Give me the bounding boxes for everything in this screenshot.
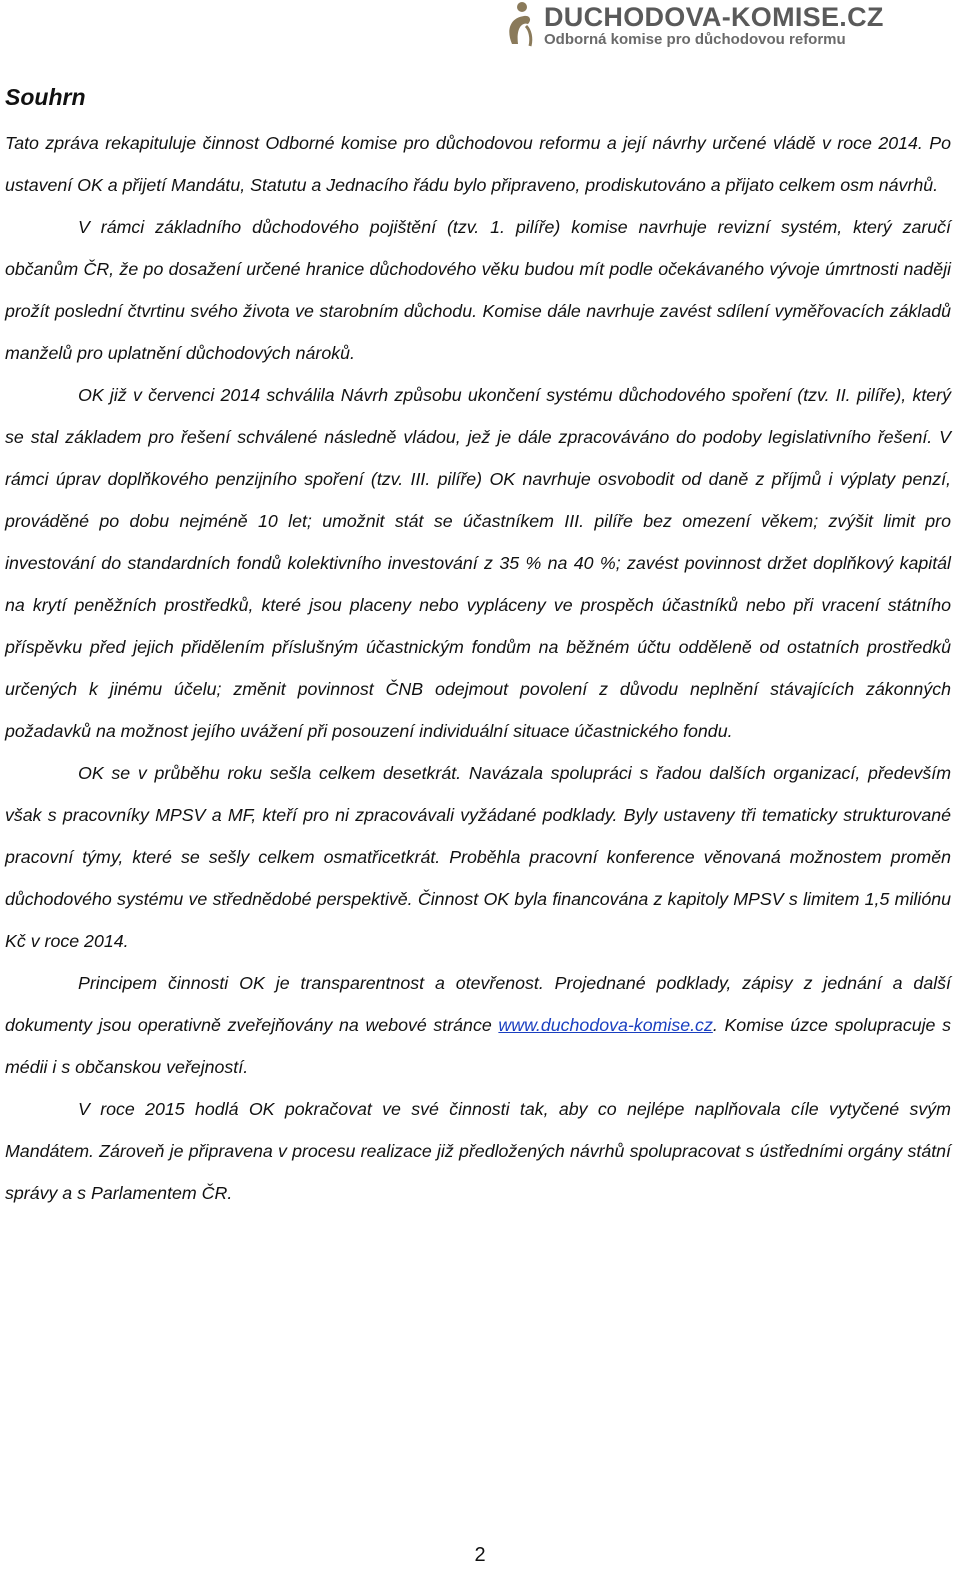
document-body (5, 78, 951, 1214)
paragraph-intro: Tato zpráva rekapituluje činnost Odborné komise pro důchodovou reformu a její návrhy určené vládě v roce 2014. Po ustavení OK a přijetí Mandátu, Statutu a Jednacího řádu bylo připraveno, prodiskutováno a přijato celkem osm návrhů. (5, 133, 951, 195)
paragraph-meetings: OK se v průběhu roku sešla celkem desetkrát. Navázala spolupráci s řadou dalších organizací, především však s pracovníky MPSV a MF, kteří pro ni zpracovávali vyžádané podklady. Byly ustaveny tři tematicky strukturované pracovní týmy, které se sešly celkem osmatřicetkrát. Proběhla pracovní konference věnovaná možnostem proměn důchodového systému ve střednědobé perspektivě. Činnost OK byla financována z kapitoly MPSV s limitem 1,5 miliónu Kč v roce 2014. (5, 763, 951, 951)
page-number: 2 (474, 1544, 486, 1566)
paragraph-first-pillar: V rámci základního důchodového pojištění (tzv. 1. pilíře) komise navrhuje revizní systém, který zaručí občanům ČR, že po dosažení určené hranice důchodového věku budou mít podle očekávaného vývoje úmrtnosti naději prožít poslední čtvrtinu svého života ve starobním důchodu. Komise dále navrhuje zavést sdílení vyměřovacích základů manželů pro uplatnění důchodových nároků. (5, 217, 951, 363)
paragraph-second-third-pillar: OK již v červenci 2014 schválila Návrh způsobu ukončení systému důchodového spoření (tzv. II. pilíře), který se stal základem pro řešení schválené následně vládou, jež je dále zpracováváno do podoby legislativního řešení. V rámci úprav doplňkového penzijního spoření (tzv. III. pilíře) OK navrhuje osvobodit od daně z příjmů i výplaty penzí, prováděné po dobu nejméně 10 let; umožnit stát se účastníkem III. pilíře bez omezení věkem; zvýšit limit pro investování do standardních fondů kolektivního investování z 35 % na 40 %; zavést povinnost držet doplňkový kapitál na krytí peněžních prostředků, které jsou placeny nebo vypláceny ve prospěch účastníků nebo při vracení státního příspěvku před jejich přidělením příslušným účastnickým fondům na běžném účtu odděleně od ostatních prostředků určených k jinému účelu; změnit povinnost ČNB odejmout povolení z důvodu neplnění stávajících zákonných požadavků na možnost jejího uvážení při posouzení individuální situace účastnického fondu. (5, 385, 951, 741)
logo-tagline: Odborná komise pro důchodovou reformu (544, 31, 846, 48)
paragraph-outlook: V roce 2015 hodlá OK pokračovat ve své činnosti tak, aby co nejlépe naplňovala cíle vytyčené svým Mandátem. Zároveň je připravena v procesu realizace již předložených návrhů spolupracovat s ústředními orgány státní správy a s Parlamentem ČR. (5, 1099, 951, 1203)
paragraph-transparency (5, 962, 951, 1088)
paragraph-transparency-text: Principem činnosti OK je transparentnost a otevřenost. Projednané podklady, zápisy z jednání a další dokumenty jsou operativně zveřejňovány na webové stránce (5, 973, 951, 1035)
logo-name: DUCHODOVA-KOMISE.CZ (544, 2, 884, 32)
section-title: Souhrn (5, 84, 86, 110)
site-logo (500, 0, 940, 52)
website-link[interactable]: www.duchodova-komise.cz (498, 1015, 713, 1035)
paragraph-transparency-tail: . Komise úzce spolupracuje s médii i s občanskou veřejností. (5, 1015, 951, 1077)
figure-icon (500, 0, 540, 50)
